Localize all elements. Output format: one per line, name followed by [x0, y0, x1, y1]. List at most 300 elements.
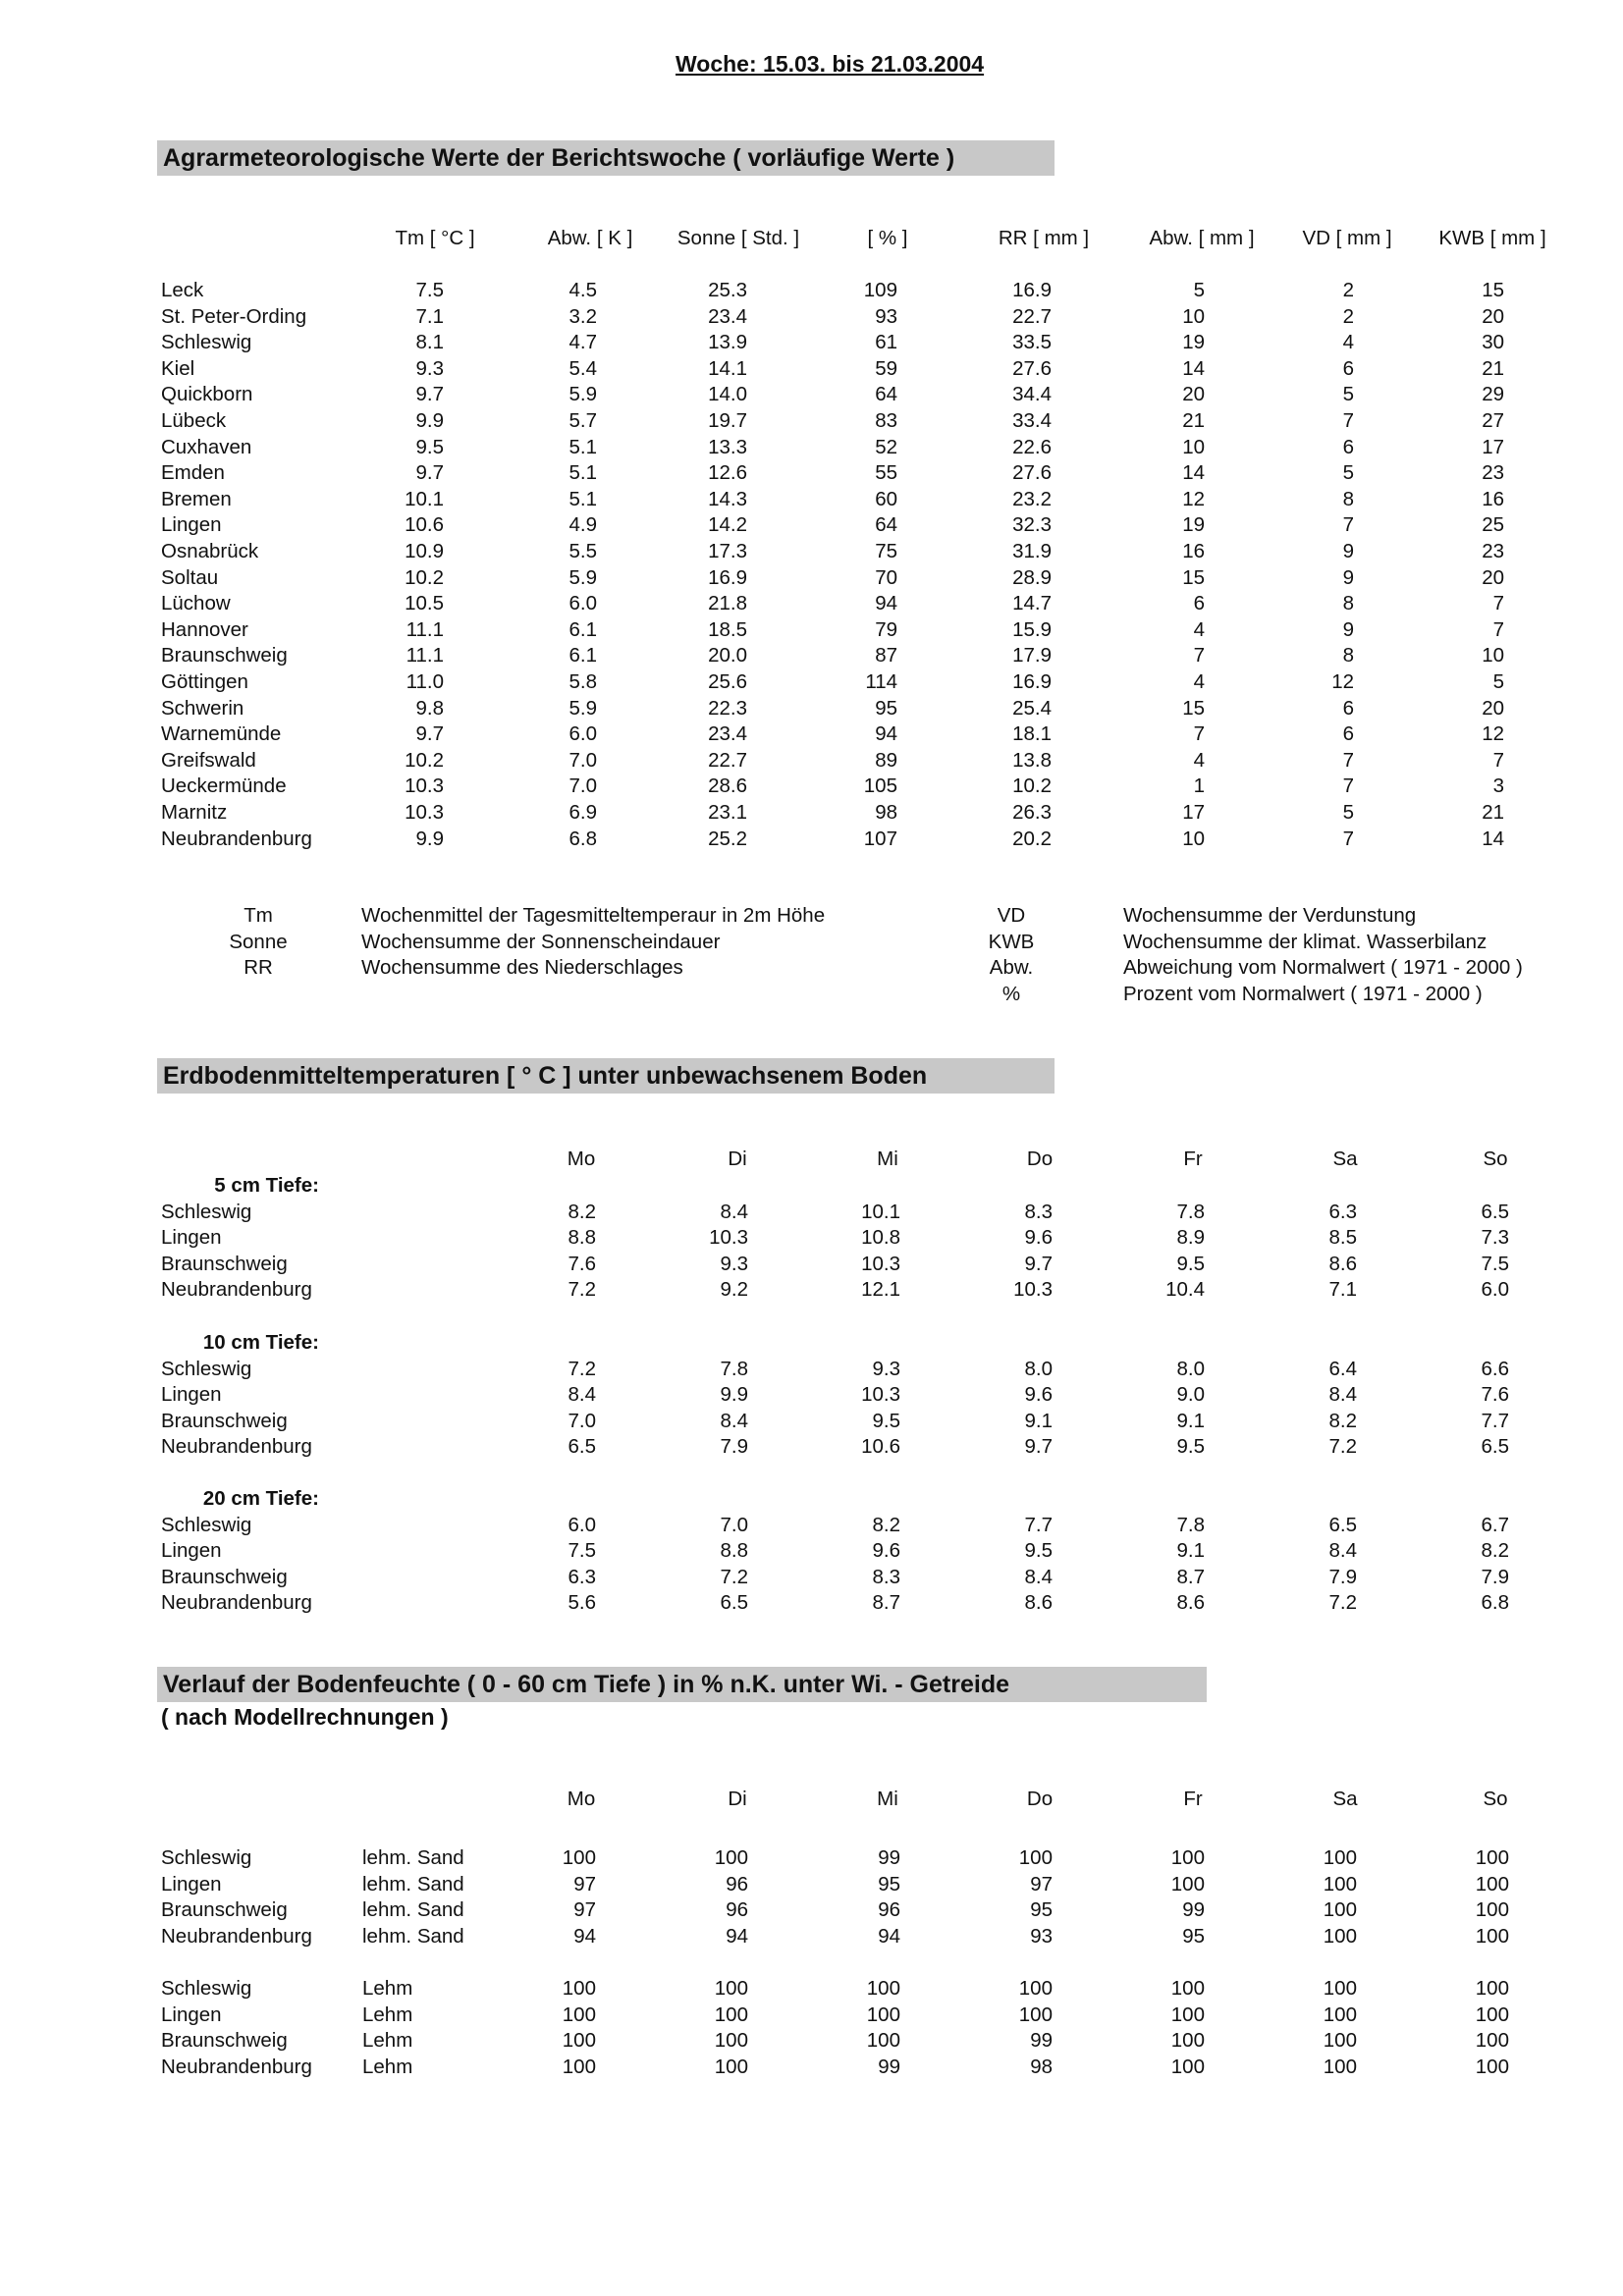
- table-cell: 3.2: [568, 304, 597, 328]
- table-cell: 6.5: [568, 1435, 596, 1459]
- table-cell: 4: [1193, 748, 1205, 772]
- column-header: Sonne [ Std. ]: [676, 227, 800, 249]
- column-header: Tm [ °C ]: [395, 227, 475, 249]
- table-cell: 100: [1170, 1977, 1205, 2000]
- table-cell: 8.1: [415, 331, 444, 354]
- table-cell: 97: [573, 1898, 596, 1922]
- table-cell: 16.9: [708, 565, 747, 589]
- table-cell: 8.2: [1328, 1409, 1357, 1432]
- table-cell: 6.5: [1481, 1435, 1509, 1459]
- table-cell: 8.9: [1176, 1226, 1205, 1250]
- table-cell: 100: [714, 2055, 748, 2078]
- table-cell: 32.3: [1012, 513, 1052, 537]
- day-header: Sa: [1332, 1788, 1358, 1810]
- table-cell: 7.8: [1176, 1513, 1205, 1536]
- table-cell: 96: [726, 1872, 748, 1896]
- depth-label: 5 cm Tiefe:: [214, 1174, 319, 1197]
- day-header: Do: [1026, 1148, 1054, 1170]
- station-name: Soltau: [161, 565, 219, 589]
- table-cell: 9: [1342, 565, 1354, 589]
- table-cell: 7.5: [1481, 1252, 1509, 1275]
- table-cell: 33.4: [1012, 409, 1052, 432]
- section-agrarmeteorologie-title: Agrarmeteorologische Werte der Berichtswoche ( vorläufige Werte ): [157, 140, 1055, 176]
- table-cell: 100: [1323, 1872, 1357, 1896]
- table-cell: 100: [714, 1977, 748, 2000]
- table-cell: 13.3: [708, 435, 747, 458]
- station-name: Braunschweig: [161, 1898, 288, 1922]
- station-name: Lüchow: [161, 592, 231, 615]
- table-cell: 100: [1323, 2002, 1357, 2026]
- table-cell: 100: [1475, 1924, 1509, 1948]
- table-cell: 8.6: [1176, 1591, 1205, 1615]
- table-cell: 23: [1482, 540, 1504, 562]
- section-erdboden-title: Erdbodenmitteltemperaturen [ ° C ] unter unbewachsenem Boden: [157, 1058, 1055, 1094]
- table-cell: 9.6: [1024, 1226, 1053, 1250]
- legend-abbr: Sonne: [229, 930, 288, 953]
- week-range: Woche: 15.03. bis 21.03.2004: [676, 51, 985, 77]
- table-cell: 8.2: [872, 1513, 900, 1536]
- table-cell: 16: [1182, 540, 1205, 562]
- table-cell: 100: [1475, 1977, 1509, 2000]
- column-header: Abw. [ mm ]: [1149, 227, 1255, 249]
- table-cell: 6.8: [1481, 1591, 1509, 1615]
- table-cell: 7.2: [568, 1357, 596, 1380]
- station-name: Schwerin: [161, 696, 244, 720]
- day-header: Di: [728, 1788, 747, 1810]
- table-cell: 12: [1182, 487, 1205, 510]
- table-cell: 7.5: [415, 279, 444, 301]
- table-cell: 109: [863, 279, 897, 301]
- table-cell: 10.4: [1165, 1278, 1205, 1302]
- table-cell: 17: [1182, 801, 1205, 824]
- legend-text: Prozent vom Normalwert ( 1971 - 2000 ): [1123, 982, 1483, 1005]
- table-cell: 3: [1492, 774, 1504, 798]
- table-cell: 9.7: [415, 722, 444, 746]
- column-header: RR [ mm ]: [998, 227, 1090, 249]
- depth-label: 10 cm Tiefe:: [202, 1331, 319, 1354]
- table-cell: 6.0: [568, 722, 597, 746]
- station-name: Warnemünde: [161, 722, 282, 746]
- table-cell: 100: [1170, 1872, 1205, 1896]
- table-cell: 5.4: [568, 356, 597, 380]
- table-cell: 9: [1342, 540, 1354, 562]
- legend-abbr: %: [1001, 982, 1021, 1005]
- table-cell: 14.3: [708, 487, 747, 510]
- table-cell: 8: [1342, 487, 1354, 510]
- table-cell: 52: [875, 435, 897, 458]
- legend-text: Wochensumme der Sonnenscheindauer: [361, 930, 721, 953]
- table-cell: 10.1: [405, 487, 444, 510]
- section-bodenfeuchte-title: Verlauf der Bodenfeuchte ( 0 - 60 cm Tiefe ) in % n.K. unter Wi. - Getreide: [157, 1667, 1207, 1702]
- station-name: Braunschweig: [161, 1565, 288, 1588]
- table-cell: 99: [878, 1846, 900, 1869]
- table-cell: 7.9: [1481, 1565, 1509, 1588]
- table-cell: 10: [1182, 435, 1205, 458]
- day-header: Mo: [567, 1788, 596, 1810]
- table-cell: 7: [1342, 748, 1354, 772]
- table-cell: 10.5: [405, 592, 444, 615]
- table-cell: 8.8: [720, 1539, 748, 1563]
- table-cell: 5.9: [568, 696, 597, 720]
- table-cell: 9.3: [720, 1252, 748, 1275]
- table-cell: 7.0: [568, 774, 597, 798]
- table-cell: 6.5: [1481, 1200, 1509, 1223]
- soil-type: Lehm: [362, 2055, 413, 2078]
- table-cell: 20: [1482, 304, 1504, 328]
- legend-text: Wochensumme der Verdunstung: [1123, 904, 1417, 927]
- table-cell: 9.1: [1176, 1409, 1205, 1432]
- table-cell: 83: [875, 409, 897, 432]
- table-cell: 100: [1170, 2055, 1205, 2078]
- table-cell: 7.2: [1328, 1435, 1357, 1459]
- table-cell: 6: [1342, 356, 1354, 380]
- table-cell: 7: [1492, 592, 1504, 615]
- column-header: [ % ]: [867, 227, 908, 249]
- table-cell: 98: [1030, 2055, 1053, 2078]
- table-cell: 7.1: [415, 304, 444, 328]
- table-cell: 4: [1193, 670, 1205, 693]
- table-cell: 25.2: [708, 827, 747, 850]
- table-cell: 96: [726, 1898, 748, 1922]
- table-cell: 7.8: [720, 1357, 748, 1380]
- day-header: Mi: [877, 1788, 898, 1810]
- station-name: Osnabrück: [161, 540, 259, 562]
- table-cell: 7.2: [568, 1278, 596, 1302]
- table-cell: 27.6: [1012, 461, 1052, 485]
- table-cell: 8.8: [568, 1226, 596, 1250]
- station-name: Neubrandenburg: [161, 1278, 312, 1302]
- table-cell: 5.6: [568, 1591, 596, 1615]
- table-cell: 60: [875, 487, 897, 510]
- table-cell: 4.5: [568, 279, 597, 301]
- station-name: Greifswald: [161, 748, 256, 772]
- soil-type: lehm. Sand: [362, 1898, 464, 1922]
- table-cell: 2: [1342, 304, 1354, 328]
- column-header: KWB [ mm ]: [1438, 227, 1546, 249]
- table-cell: 94: [878, 1924, 900, 1948]
- table-cell: 25: [1482, 513, 1504, 537]
- station-name: Lingen: [161, 1383, 222, 1407]
- table-cell: 9.9: [720, 1383, 748, 1407]
- table-cell: 23.2: [1012, 487, 1052, 510]
- table-cell: 9.5: [1176, 1252, 1205, 1275]
- table-cell: 8.4: [720, 1409, 748, 1432]
- table-cell: 5.9: [568, 383, 597, 406]
- soil-type: Lehm: [362, 1977, 413, 2000]
- table-cell: 19: [1182, 331, 1205, 354]
- table-cell: 2: [1342, 279, 1354, 301]
- table-cell: 8.3: [872, 1565, 900, 1588]
- table-cell: 21: [1182, 409, 1205, 432]
- table-cell: 64: [875, 383, 897, 406]
- table-cell: 5.5: [568, 540, 597, 562]
- table-cell: 100: [1475, 2029, 1509, 2053]
- table-cell: 15.9: [1012, 617, 1052, 641]
- table-cell: 8: [1342, 644, 1354, 667]
- table-cell: 100: [866, 1977, 900, 2000]
- table-cell: 114: [865, 670, 897, 693]
- table-cell: 9.5: [872, 1409, 900, 1432]
- table-cell: 5: [1342, 801, 1354, 824]
- table-cell: 7.8: [1176, 1200, 1205, 1223]
- table-cell: 19: [1182, 513, 1205, 537]
- table-cell: 6.8: [568, 827, 597, 850]
- table-cell: 7: [1492, 748, 1504, 772]
- table-cell: 79: [875, 617, 897, 641]
- station-name: Hannover: [161, 617, 248, 641]
- table-cell: 10.3: [861, 1383, 900, 1407]
- table-cell: 5.1: [568, 435, 597, 458]
- table-cell: 8.2: [1481, 1539, 1509, 1563]
- table-cell: 100: [714, 1846, 748, 1869]
- table-cell: 55: [875, 461, 897, 485]
- table-cell: 99: [878, 2055, 900, 2078]
- table-cell: 10: [1182, 827, 1205, 850]
- table-cell: 11.1: [406, 644, 444, 667]
- table-cell: 8.4: [1328, 1539, 1357, 1563]
- station-name: Neubrandenburg: [161, 1591, 312, 1615]
- table-cell: 95: [875, 696, 897, 720]
- table-cell: 7: [1342, 774, 1354, 798]
- table-cell: 10.6: [405, 513, 444, 537]
- table-cell: 6.5: [1328, 1513, 1357, 1536]
- table-cell: 9.1: [1176, 1539, 1205, 1563]
- table-cell: 8.0: [1176, 1357, 1205, 1380]
- soil-type: Lehm: [362, 2029, 413, 2053]
- table-cell: 6.0: [568, 592, 597, 615]
- table-cell: 14: [1482, 827, 1504, 850]
- station-name: Schleswig: [161, 1977, 252, 2000]
- section-bodenfeuchte-subtitle: ( nach Modellrechnungen ): [161, 1704, 449, 1730]
- table-cell: 12: [1482, 722, 1504, 746]
- table-cell: 10.3: [1013, 1278, 1053, 1302]
- station-name: Lübeck: [161, 409, 227, 432]
- table-cell: 33.5: [1012, 331, 1052, 354]
- station-name: Göttingen: [161, 670, 248, 693]
- station-name: Schleswig: [161, 1357, 252, 1380]
- table-cell: 100: [1018, 1846, 1053, 1869]
- station-name: Lingen: [161, 513, 222, 537]
- legend-abbr: RR: [243, 956, 273, 980]
- station-name: Emden: [161, 461, 225, 485]
- table-cell: 107: [863, 827, 897, 850]
- station-name: Neubrandenburg: [161, 2055, 312, 2078]
- station-name: Quickborn: [161, 383, 253, 406]
- station-name: Braunschweig: [161, 644, 288, 667]
- table-cell: 64: [875, 513, 897, 537]
- table-cell: 27: [1482, 409, 1504, 432]
- table-cell: 22.3: [708, 696, 747, 720]
- table-cell: 8.6: [1328, 1252, 1357, 1275]
- table-cell: 70: [875, 565, 897, 589]
- table-cell: 8.6: [1024, 1591, 1053, 1615]
- table-cell: 8.3: [1024, 1200, 1053, 1223]
- table-cell: 100: [562, 2029, 596, 2053]
- depth-label: 20 cm Tiefe:: [202, 1487, 319, 1510]
- table-cell: 9.3: [872, 1357, 900, 1380]
- table-cell: 10.2: [405, 748, 444, 772]
- table-cell: 6.0: [568, 1513, 596, 1536]
- table-cell: 59: [875, 356, 897, 380]
- table-cell: 7.1: [1328, 1278, 1357, 1302]
- table-cell: 15: [1182, 565, 1205, 589]
- table-cell: 100: [1323, 1924, 1357, 1948]
- table-cell: 100: [866, 2002, 900, 2026]
- table-cell: 13.8: [1012, 748, 1052, 772]
- table-cell: 1: [1193, 774, 1205, 798]
- table-cell: 13.9: [708, 331, 747, 354]
- table-cell: 25.6: [708, 670, 747, 693]
- station-name: Lingen: [161, 1872, 222, 1896]
- table-cell: 5.7: [568, 409, 597, 432]
- station-name: Cuxhaven: [161, 435, 252, 458]
- table-cell: 10.3: [405, 801, 444, 824]
- station-name: Schleswig: [161, 1513, 252, 1536]
- table-cell: 22.7: [708, 748, 747, 772]
- table-cell: 17.3: [708, 540, 747, 562]
- soil-type: Lehm: [362, 2002, 413, 2026]
- table-cell: 6: [1342, 435, 1354, 458]
- column-header: Abw. [ K ]: [547, 227, 633, 249]
- table-cell: 93: [1030, 1924, 1053, 1948]
- table-cell: 5.1: [568, 487, 597, 510]
- table-cell: 9.7: [415, 383, 444, 406]
- table-cell: 7: [1193, 722, 1205, 746]
- table-cell: 8: [1342, 592, 1354, 615]
- table-cell: 10.1: [861, 1200, 900, 1223]
- table-cell: 100: [1323, 1898, 1357, 1922]
- table-cell: 21: [1482, 356, 1504, 380]
- day-header: Sa: [1332, 1148, 1358, 1170]
- table-cell: 31.9: [1012, 540, 1052, 562]
- station-name: Schleswig: [161, 1200, 252, 1223]
- table-cell: 5: [1342, 461, 1354, 485]
- table-cell: 7.0: [720, 1513, 748, 1536]
- legend-abbr: KWB: [988, 930, 1035, 953]
- table-cell: 10.8: [861, 1226, 900, 1250]
- table-cell: 18.1: [1012, 722, 1052, 746]
- table-cell: 9.1: [1024, 1409, 1053, 1432]
- table-cell: 100: [866, 2029, 900, 2053]
- legend-abbr: VD: [997, 904, 1026, 927]
- station-name: Kiel: [161, 356, 195, 380]
- table-cell: 7.7: [1024, 1513, 1053, 1536]
- table-cell: 98: [875, 801, 897, 824]
- table-cell: 29: [1482, 383, 1504, 406]
- table-cell: 9.9: [415, 827, 444, 850]
- station-name: Bremen: [161, 487, 232, 510]
- table-cell: 16.9: [1012, 279, 1052, 301]
- table-cell: 100: [1323, 2029, 1357, 2053]
- table-cell: 28.6: [708, 774, 747, 798]
- station-name: Lingen: [161, 2002, 222, 2026]
- table-cell: 9.5: [415, 435, 444, 458]
- table-cell: 14.0: [708, 383, 747, 406]
- soil-type: lehm. Sand: [362, 1872, 464, 1896]
- table-cell: 22.7: [1012, 304, 1052, 328]
- table-cell: 100: [1170, 1846, 1205, 1869]
- table-cell: 22.6: [1012, 435, 1052, 458]
- table-cell: 27.6: [1012, 356, 1052, 380]
- table-cell: 23.4: [708, 304, 747, 328]
- table-cell: 94: [875, 592, 897, 615]
- table-cell: 97: [573, 1872, 596, 1896]
- station-name: Neubrandenburg: [161, 1435, 312, 1459]
- table-cell: 100: [562, 2002, 596, 2026]
- table-cell: 28.9: [1012, 565, 1052, 589]
- table-cell: 100: [1475, 2002, 1509, 2026]
- legend-abbr: Tm: [243, 904, 273, 927]
- table-cell: 100: [1323, 1977, 1357, 2000]
- table-cell: 97: [1030, 1872, 1053, 1896]
- day-header: So: [1483, 1788, 1508, 1810]
- table-cell: 6.1: [568, 617, 597, 641]
- table-cell: 9.9: [415, 409, 444, 432]
- table-cell: 6.6: [1481, 1357, 1509, 1380]
- table-cell: 9.5: [1176, 1435, 1205, 1459]
- table-cell: 9.0: [1176, 1383, 1205, 1407]
- table-cell: 10.3: [709, 1226, 748, 1250]
- table-cell: 61: [875, 331, 897, 354]
- station-name: Lingen: [161, 1226, 222, 1250]
- station-name: Neubrandenburg: [161, 1924, 312, 1948]
- table-cell: 20.2: [1012, 827, 1052, 850]
- station-name: Braunschweig: [161, 2029, 288, 2053]
- table-cell: 6.3: [1328, 1200, 1357, 1223]
- table-cell: 105: [863, 774, 897, 798]
- table-cell: 14.7: [1012, 592, 1052, 615]
- table-cell: 10: [1482, 644, 1504, 667]
- station-name: Leck: [161, 279, 204, 301]
- table-cell: 9.7: [1024, 1252, 1053, 1275]
- table-cell: 87: [875, 644, 897, 667]
- table-cell: 94: [875, 722, 897, 746]
- table-cell: 100: [1475, 2055, 1509, 2078]
- table-cell: 23: [1482, 461, 1504, 485]
- table-cell: 7: [1193, 644, 1205, 667]
- table-cell: 10.2: [405, 565, 444, 589]
- soil-type: lehm. Sand: [362, 1846, 464, 1869]
- table-cell: 6.7: [1481, 1513, 1509, 1536]
- table-cell: 7.9: [720, 1435, 748, 1459]
- table-cell: 9: [1342, 617, 1354, 641]
- table-cell: 5.8: [568, 670, 597, 693]
- table-cell: 9.8: [415, 696, 444, 720]
- table-cell: 100: [1475, 1872, 1509, 1896]
- table-cell: 7.6: [568, 1252, 596, 1275]
- day-header: Di: [728, 1148, 747, 1170]
- station-name: Schleswig: [161, 331, 252, 354]
- table-cell: 10.9: [405, 540, 444, 562]
- table-cell: 7: [1342, 827, 1354, 850]
- table-cell: 4.7: [568, 331, 597, 354]
- table-cell: 93: [875, 304, 897, 328]
- table-cell: 16.9: [1012, 670, 1052, 693]
- table-cell: 100: [714, 2029, 748, 2053]
- table-cell: 6.1: [568, 644, 597, 667]
- table-cell: 7.2: [1328, 1591, 1357, 1615]
- table-cell: 94: [726, 1924, 748, 1948]
- table-cell: 16: [1482, 487, 1504, 510]
- station-name: Braunschweig: [161, 1409, 288, 1432]
- table-cell: 20: [1182, 383, 1205, 406]
- table-cell: 95: [1030, 1898, 1053, 1922]
- table-cell: 100: [1475, 1898, 1509, 1922]
- day-header: Fr: [1183, 1788, 1203, 1810]
- table-cell: 6: [1342, 696, 1354, 720]
- table-cell: 100: [1170, 2002, 1205, 2026]
- table-cell: 7.9: [1328, 1565, 1357, 1588]
